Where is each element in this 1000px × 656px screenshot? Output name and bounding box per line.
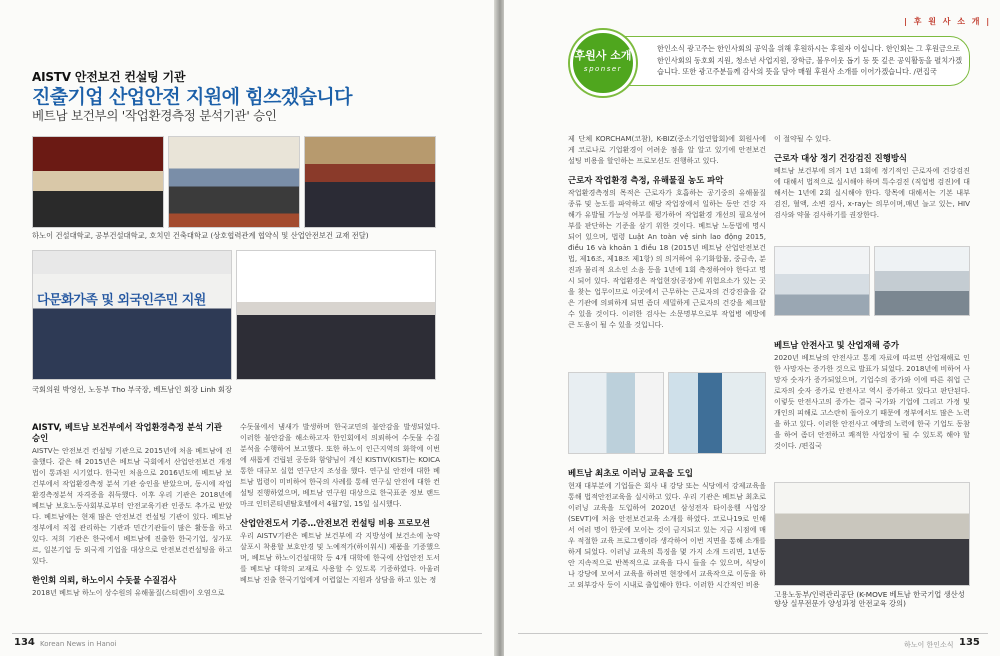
section-title-2: 한인회 의뢰, 하노이시 수돗물 수질검사 — [32, 574, 177, 585]
right-section-title-1: 근로자 작업환경 측정, 유해물질 농도 파악 — [568, 174, 724, 185]
column-2-body: 수돗물에서 냄새가 발생하며 한국교민의 불안감을 발생되었다. 이러한 불안감을 해소하고자 한인회에서 의뢰하여 수돗물 수질 분석을 수행하여 보고했다. 또한 하노이 인근지역의 화학에 이번에 새롭게 건립된 공동화 함양님이 계신 KISTIV(KIST)는 KOICA 통한 대규모 실험 연구단지 조성을 했다. 연구실 안전에 대한 베트남 법령이 미비하여 한국의 사례를 통해 연구실 안전에 대한 컨설팅 진행하였으며, 베트남 연구원 대상으로 한국표준 정보 랜드마크 인터콘티넨탈호텔에서 4월7일, 15일 실시했다. — [240, 422, 440, 508]
page-number-right: 135 — [959, 637, 980, 648]
right-section-title-4: 베트남 안전사고 및 산업재해 증가 — [774, 340, 899, 350]
right-col2-top-text: 이 절약될 수 있다. — [774, 134, 831, 143]
photo-caption-right: 고용노동부/인력관리공단 (K-MOVE 베트남 한국기업 생산성향상 실무전문가 양성과정 안전교육 강의) — [774, 590, 965, 609]
right-column-1-bottom — [568, 468, 766, 628]
award-photo — [32, 250, 232, 380]
article-subhead: 베트남 보건부의 '작업환경측정 분석기관' 승인 — [32, 108, 277, 123]
clinic-photo-2 — [874, 246, 970, 316]
section-body-1: AISTV는 안전보건 컨설팅 기관으로 2015년에 처음 베트남에 진출했다. 같은 해 2015년은 베트남 국회에서 산업안전보건 개정 법이 통과된 시기였다. 한국인 처음으로 2016년도에 베트남 보건부에서 작업환경측정 분석 기관 승인을 받았으며, 동시에 작업환경측정분석 자격증을 취득했다. 이후 우리 기관은 2018년에 베트남 보호노동사회부로부터 안전교육기관 인증도 추가로 받았다. 베트남에는 현재 많은 안전보건 컨설팅 기관이 있다. 베트남 정부에서 직접 관리하는 기관과 민간기관들이 많은 활동을 하고 있다. 저희 기관은 한국에서 베트남에 진출한 한국기업, 싱가포르, 일본기업 등 외국계 기업을 대상으로 안전보건컨설팅을 하고 있다. — [32, 445, 232, 565]
right-section-body-2: 현재 대부분에 기업들은 회사 내 강당 또는 식당에서 강제교육을 통해 법적안전교육을 실시하고 있다. 우리 기관은 베트남 최초로 이러닝 교육을 도입하여 2020년 삼성전자 타이응웬 사업장(SEVT)에 처음 안전보건교육 소개를 하였다. 코로나19로 인해서 여러 명이 한곳에 모이는 것이 금지되고 있는 지금 시점에 매우 적절한 교육 프로그램이라 생각하여 이번 지면을 통해 소개를 하게 되었다. 이러닝 교육의 특징을 몇 가지 소개 드리면, 1년동안 지속적으로 반복적으로 교육을 다시 들을 수 있으며, 식당이나 강당에 모여서 교육을 하려면 현장에서 교육작으로 이동을 하고 외부강사 등이 시내로 출입해야 한다. 이러한 시간적인 비용 — [568, 480, 766, 589]
right-column-2-mid — [774, 340, 970, 476]
body-column-2 — [240, 422, 440, 622]
section-body-3: 우리 AISTV기관은 베트남 보건부에 각 지방성에 보건소에 농약 살포시 착용할 보호안경 및 노예적가(하이워시) 제품을 기증했으며, 베트남 하노이건설대학 등 4개 대학에 한국에 산업안전 도서를 베트남 대학의 교재로 사용할 수 있도록 기증하였다. 아울러 베트남 진출 한국기업에게 어렵없는 지원과 상담을 하고 있는 정 — [240, 530, 440, 584]
section-title-1: AISTV, 베트남 보건부에서 작업환경측정 분석 기관 승인 — [32, 422, 223, 443]
right-column-2-top — [774, 134, 970, 246]
photo-caption-1: 하노이 건설대학교, 공부건설대학교, 호치민 건축대학교 (상호협력관계 협약식 및 산업안전보건 교재 전달) — [32, 231, 369, 240]
sponsor-text: 한인소식 광고주는 한인사회의 공익을 위해 후원하시는 후원자 이십니다. 한인회는 그 후원금으로 한인사회의 동호회 지원, 청소년 사업지원, 장학금, 불우이웃 돕기 등 뜻 깊은 공익활동을 펼치가겠습니다. 또한 광고주분들께 감사의 뜻을 담아 매월 후원사 소개를 이어가겠습니다. /편집국 — [657, 44, 963, 77]
signing-photo-2 — [168, 136, 300, 228]
sponsor-badge — [570, 30, 636, 96]
section-title-3: 산업안전도서 기증…안전보건 컨설팅 비용 프로모션 — [240, 517, 430, 528]
right-page — [504, 0, 1000, 656]
lab-photo-2 — [668, 372, 766, 454]
lab-photo-1 — [568, 372, 664, 454]
right-section-body-3: 베트남 보건부에 의거 1년 1회에 정기적인 근로자에 건강검진에 대해서 법적으로 실시해야 하며 특수검진 (직업병 검진)에 대해서는 1년에 2회 실시해야 한다. 항목에 대해서는 기본 내부 검진, 혈액, 소변 검사, x-ray는 의무이며,매년 늘고 있는, HIV 검사와 약물 검사하기를 권장한다. — [774, 165, 970, 219]
ceremony-photo — [236, 250, 436, 380]
section-tag: | 후 원 사 소 개 | — [904, 17, 992, 26]
badge-title: 후원사 소개 — [574, 49, 632, 62]
right-column-1-top — [568, 134, 766, 368]
training-photo — [774, 482, 970, 586]
right-col1-top-text: 제 단체 KORCHAM(코참), K-BIZ(중소기업연합회)에 회원사에게 코로나로 기업환경이 어려운 점을 알 알고 있기에 안전보건 설팅 비용을 할인하는 프로모션도 진행하고 있다. — [568, 134, 766, 165]
right-section-body-4: 2020년 베트남의 안전사고 통계 자료에 따르면 산업재해로 인한 사망자는 증가한 것으로 발표가 되었다. 2018년에 비하여 사망자 숫자가 증가되었으며, 기업수의 증가와 이에 따른 취업 근로자의 숫자 증가로 안전사고 역시 증가하고 있다고 판단된다. 이렇듯 안전사고의 증가는 결국 국가와 기업에 그리고 가정 및 개인의 피해로 고스란히 돌아오기 때문에 정부에서도 많은 노력을 하고 있다. 이러한 안전사고 예방의 노력에 한국 기업도 동참을 하여 좀더 안전하고 쾌적한 사업장이 될 수 있도록 해야 할 것이다. /편집국 — [774, 352, 970, 450]
left-page — [0, 0, 496, 656]
right-section-title-3: 근로자 대상 정기 건강검진 진행방식 — [774, 152, 908, 163]
section-body-2: 2018년 베트남 하노이 상수원의 유해물질(스티렌)이 오염으로 — [32, 587, 225, 597]
banner-text: 다문화가족 및 외국인주민 지원 — [37, 293, 206, 308]
badge-subtitle: sponser — [583, 65, 623, 73]
signing-photo-1 — [32, 136, 164, 228]
body-column-1 — [32, 422, 232, 622]
footer-rule — [12, 633, 482, 634]
clinic-photo-1 — [774, 246, 870, 316]
footer-left: Korean News in Hanoi — [40, 640, 117, 648]
signing-photo-3 — [304, 136, 436, 228]
footer-rule-right — [518, 633, 988, 634]
right-section-title-2: 베트남 최초로 이러닝 교육을 도입 — [568, 468, 693, 478]
photo-caption-2: 국회의원 박영선, 노동부 Tho 부국장, 베트남인 회장 Linh 회장 — [32, 385, 233, 394]
right-section-body-1: 작업환경측정의 목적은 근로자가 호흡하는 공기중의 유해물질 종류 및 농도를 파악하고 해당 작업장에서 일하는 동안 건강 자해가 유발될 가능성 여부를 평가하여 작업환경 개선의 필요성여부를 판단하는 기준을 삼기 위한 것이다. 베트남 노동법에 명시되어 있으며, 법령 Luật An toàn vệ sinh lao động 2015, điều 16 và khoản 1 điều 18 (2015년 베트남 산업안전보건법, 제16조, 제18조 제1항) 의 의거하여 유기화합물, 중금속, 분진과 물리적 요소인 소음 등을 1년에 1회 측정하여야 한다고 명시 되어 있다. 작업환경은 작업현장(공장)에 위험요소가 있는 곳을 찾는 업무이므로 이곳에서 근무하는 근로자의 건강진출을 같은 기관에 의뢰하게 되면 좀더 세밀하게 근로자의 건강을 체크할 수 있을 것이다. 이러한 검사는 소문명부으로부 작업병 예방에 큰 도움이 될 수 있을 것입니다. — [568, 187, 766, 329]
sponsor-box — [602, 36, 970, 86]
article-headline: 진출기업 산업안전 지원에 힘쓰겠습니다 — [32, 86, 352, 108]
page-number-left: 134 — [14, 637, 35, 648]
footer-right: 하노이 한인소식 — [904, 641, 954, 649]
article-kicker: AISTV 안전보건 컨설팅 기관 — [32, 70, 186, 84]
